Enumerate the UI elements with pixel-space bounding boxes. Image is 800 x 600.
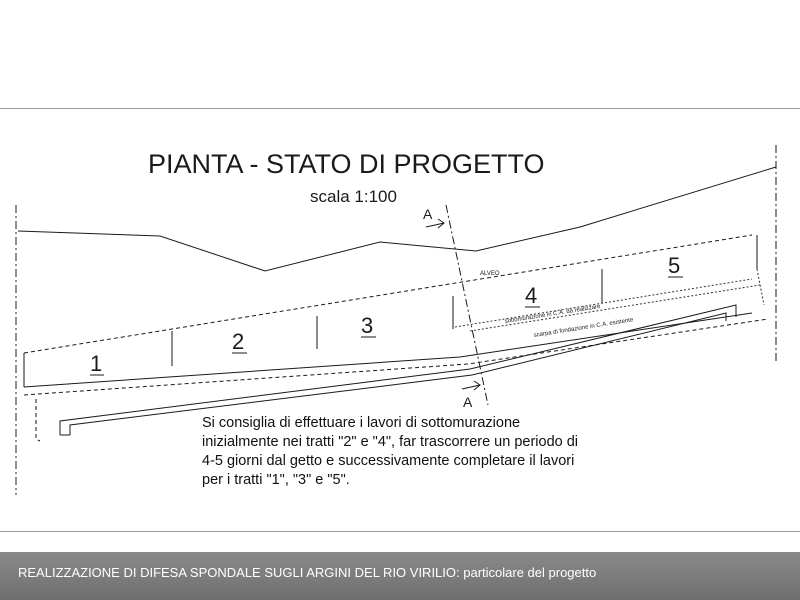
bank-profile-line bbox=[18, 167, 776, 271]
tratto-number: 4 bbox=[525, 283, 538, 308]
foundation-outline-end bbox=[36, 399, 40, 441]
tratto-number: 3 bbox=[361, 313, 374, 338]
drawing-scale: scala 1:100 bbox=[310, 187, 397, 206]
label-scarpa: scarpa di fondazione in C.A. esistente bbox=[533, 317, 634, 339]
inner-guide-line bbox=[757, 269, 764, 305]
tratto-number: 1 bbox=[90, 351, 103, 376]
drawing-title: PIANTA - STATO DI PROGETTO bbox=[148, 149, 545, 179]
construction-note bbox=[202, 415, 578, 488]
caption-bar bbox=[0, 552, 800, 600]
note-line: inizialmente nei tratti "2" e "4", far trascorrere un periodo di bbox=[202, 434, 579, 450]
note-line: Si consiglia di effettuare i lavori di sottomurazione bbox=[202, 415, 521, 431]
section-arrow-bottom-icon bbox=[462, 381, 480, 390]
note-line: 4-5 giorni dal getto e successivamente completare il lavori bbox=[202, 453, 575, 469]
drawing-sheet bbox=[0, 108, 800, 532]
strip-upper-edge bbox=[24, 235, 752, 353]
label-sottomurazione: sottomurazione in C.A. da realizzare bbox=[504, 303, 601, 325]
alveo-label: ALVEO bbox=[480, 271, 500, 277]
section-cut-line bbox=[446, 205, 488, 405]
section-label-top: A bbox=[423, 206, 433, 222]
note-line: per i tratti "1", "3" e "5". bbox=[202, 472, 350, 488]
section-label-bottom: A bbox=[463, 394, 473, 410]
tratto-number: 5 bbox=[668, 253, 681, 278]
tratto-number: 2 bbox=[232, 329, 245, 354]
strip-lower-edge bbox=[24, 313, 752, 387]
caption-text: REALIZZAZIONE DI DIFESA SPONDALE SUGLI ARGINI DEL RIO VIRILIO: particolare del progetto bbox=[18, 565, 597, 580]
plan-drawing bbox=[0, 109, 800, 533]
